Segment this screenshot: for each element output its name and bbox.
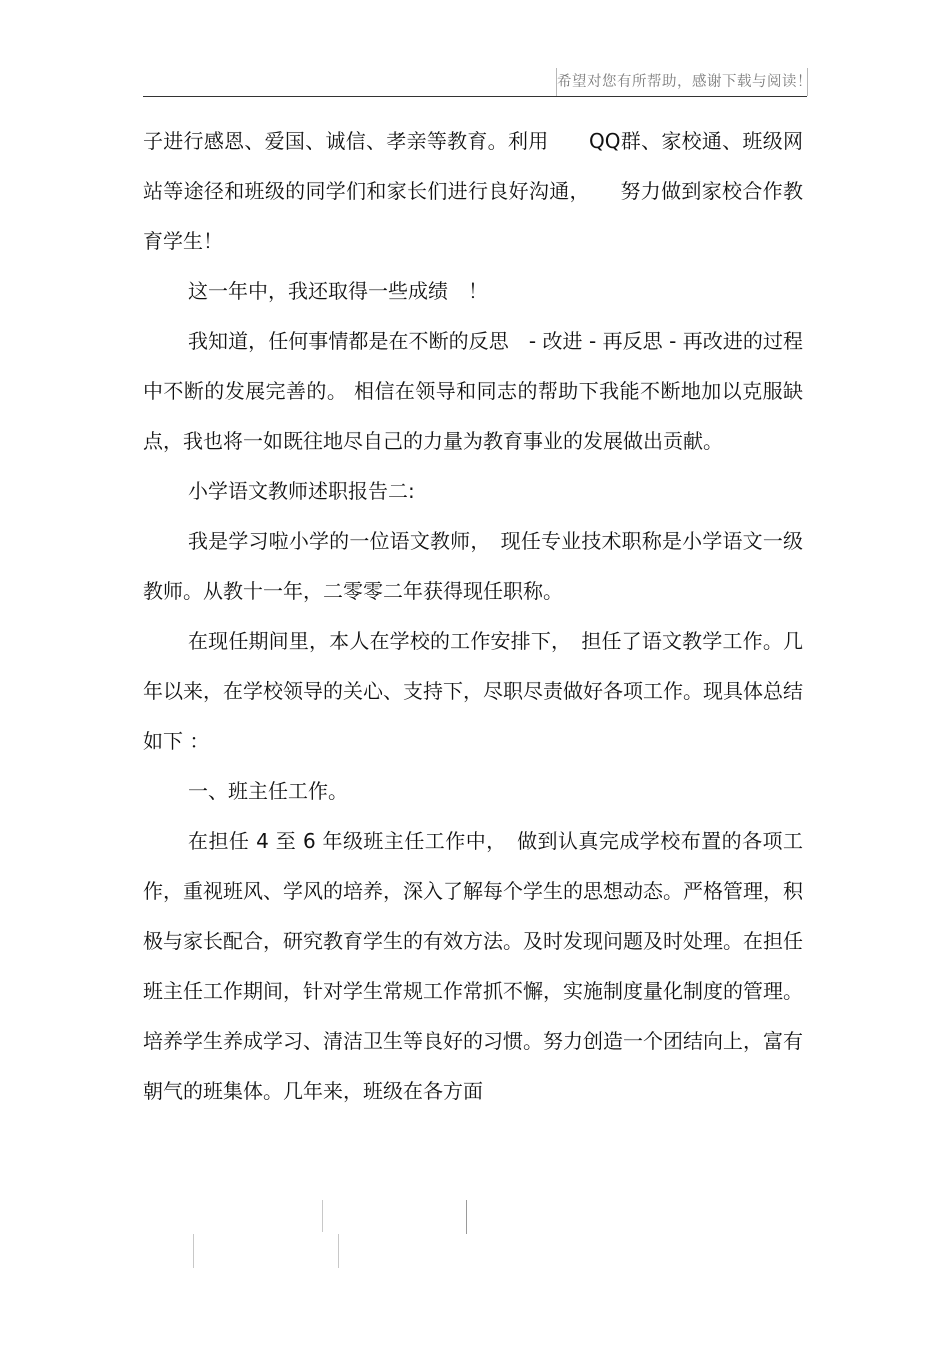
decorative-line: [193, 1234, 194, 1268]
paragraph: 一、班主任工作。: [188, 779, 348, 803]
paragraph: 在现任期间里，本人在学校的工作安排下， 担任了语文教学工作。几年以来，在学校领导的关心、支持下，尽职尽责做好各项工作。现具体总结如下 ：: [143, 629, 803, 753]
decorative-line: [466, 1200, 467, 1234]
paragraph: 小学语文教师述职报告二:: [188, 479, 415, 503]
paragraph: 在担任 4 至 6 年级班主任工作中， 做到认真完成学校布置的各项工作，重视班风、学风的培养，深入了解每个学生的思想动态。严格管理，积极与家长配合，研究教育学生的有效方法。及时发现问题及时处理。在担任班主任工作期间，针对学生常规工作常抓不懈，实施制度量化制度的管理。培养学生养成学习、清洁卫生等良好的习惯。努力创造一个团结向上，富有朝气的班集体。几年来，班级在各方面: [143, 829, 803, 1103]
document-body: [143, 116, 803, 1116]
paragraph: 我是学习啦小学的一位语文教师， 现任专业技术职称是小学语文一级教师。从教十一年，二零零二年获得现任职称。: [143, 529, 803, 603]
paragraph: 子进行感恩、爱国、诚信、孝亲等教育。利用 QQ群、家校通、班级网站等途径和班级的同学们和家长们进行良好沟通， 努力做到家校合作教育学生！: [143, 129, 803, 253]
paragraph: 我知道，任何事情都是在不断的反思 - 改进 - 再反思 - 再改进的过程中不断的发展完善的。 相信在领导和同志的帮助下我能不断地加以克服缺点，我也将一如既往地尽自己的力量为教育事业的发展做出贡献。: [143, 329, 803, 453]
header-rule: [143, 96, 807, 97]
decorative-line: [338, 1234, 339, 1268]
decorative-line: [322, 1200, 323, 1232]
header-note: 希望对您有所帮助，感谢下载与阅读！: [556, 68, 808, 96]
paragraph: 这一年中，我还取得一些成绩 ！: [188, 279, 488, 303]
